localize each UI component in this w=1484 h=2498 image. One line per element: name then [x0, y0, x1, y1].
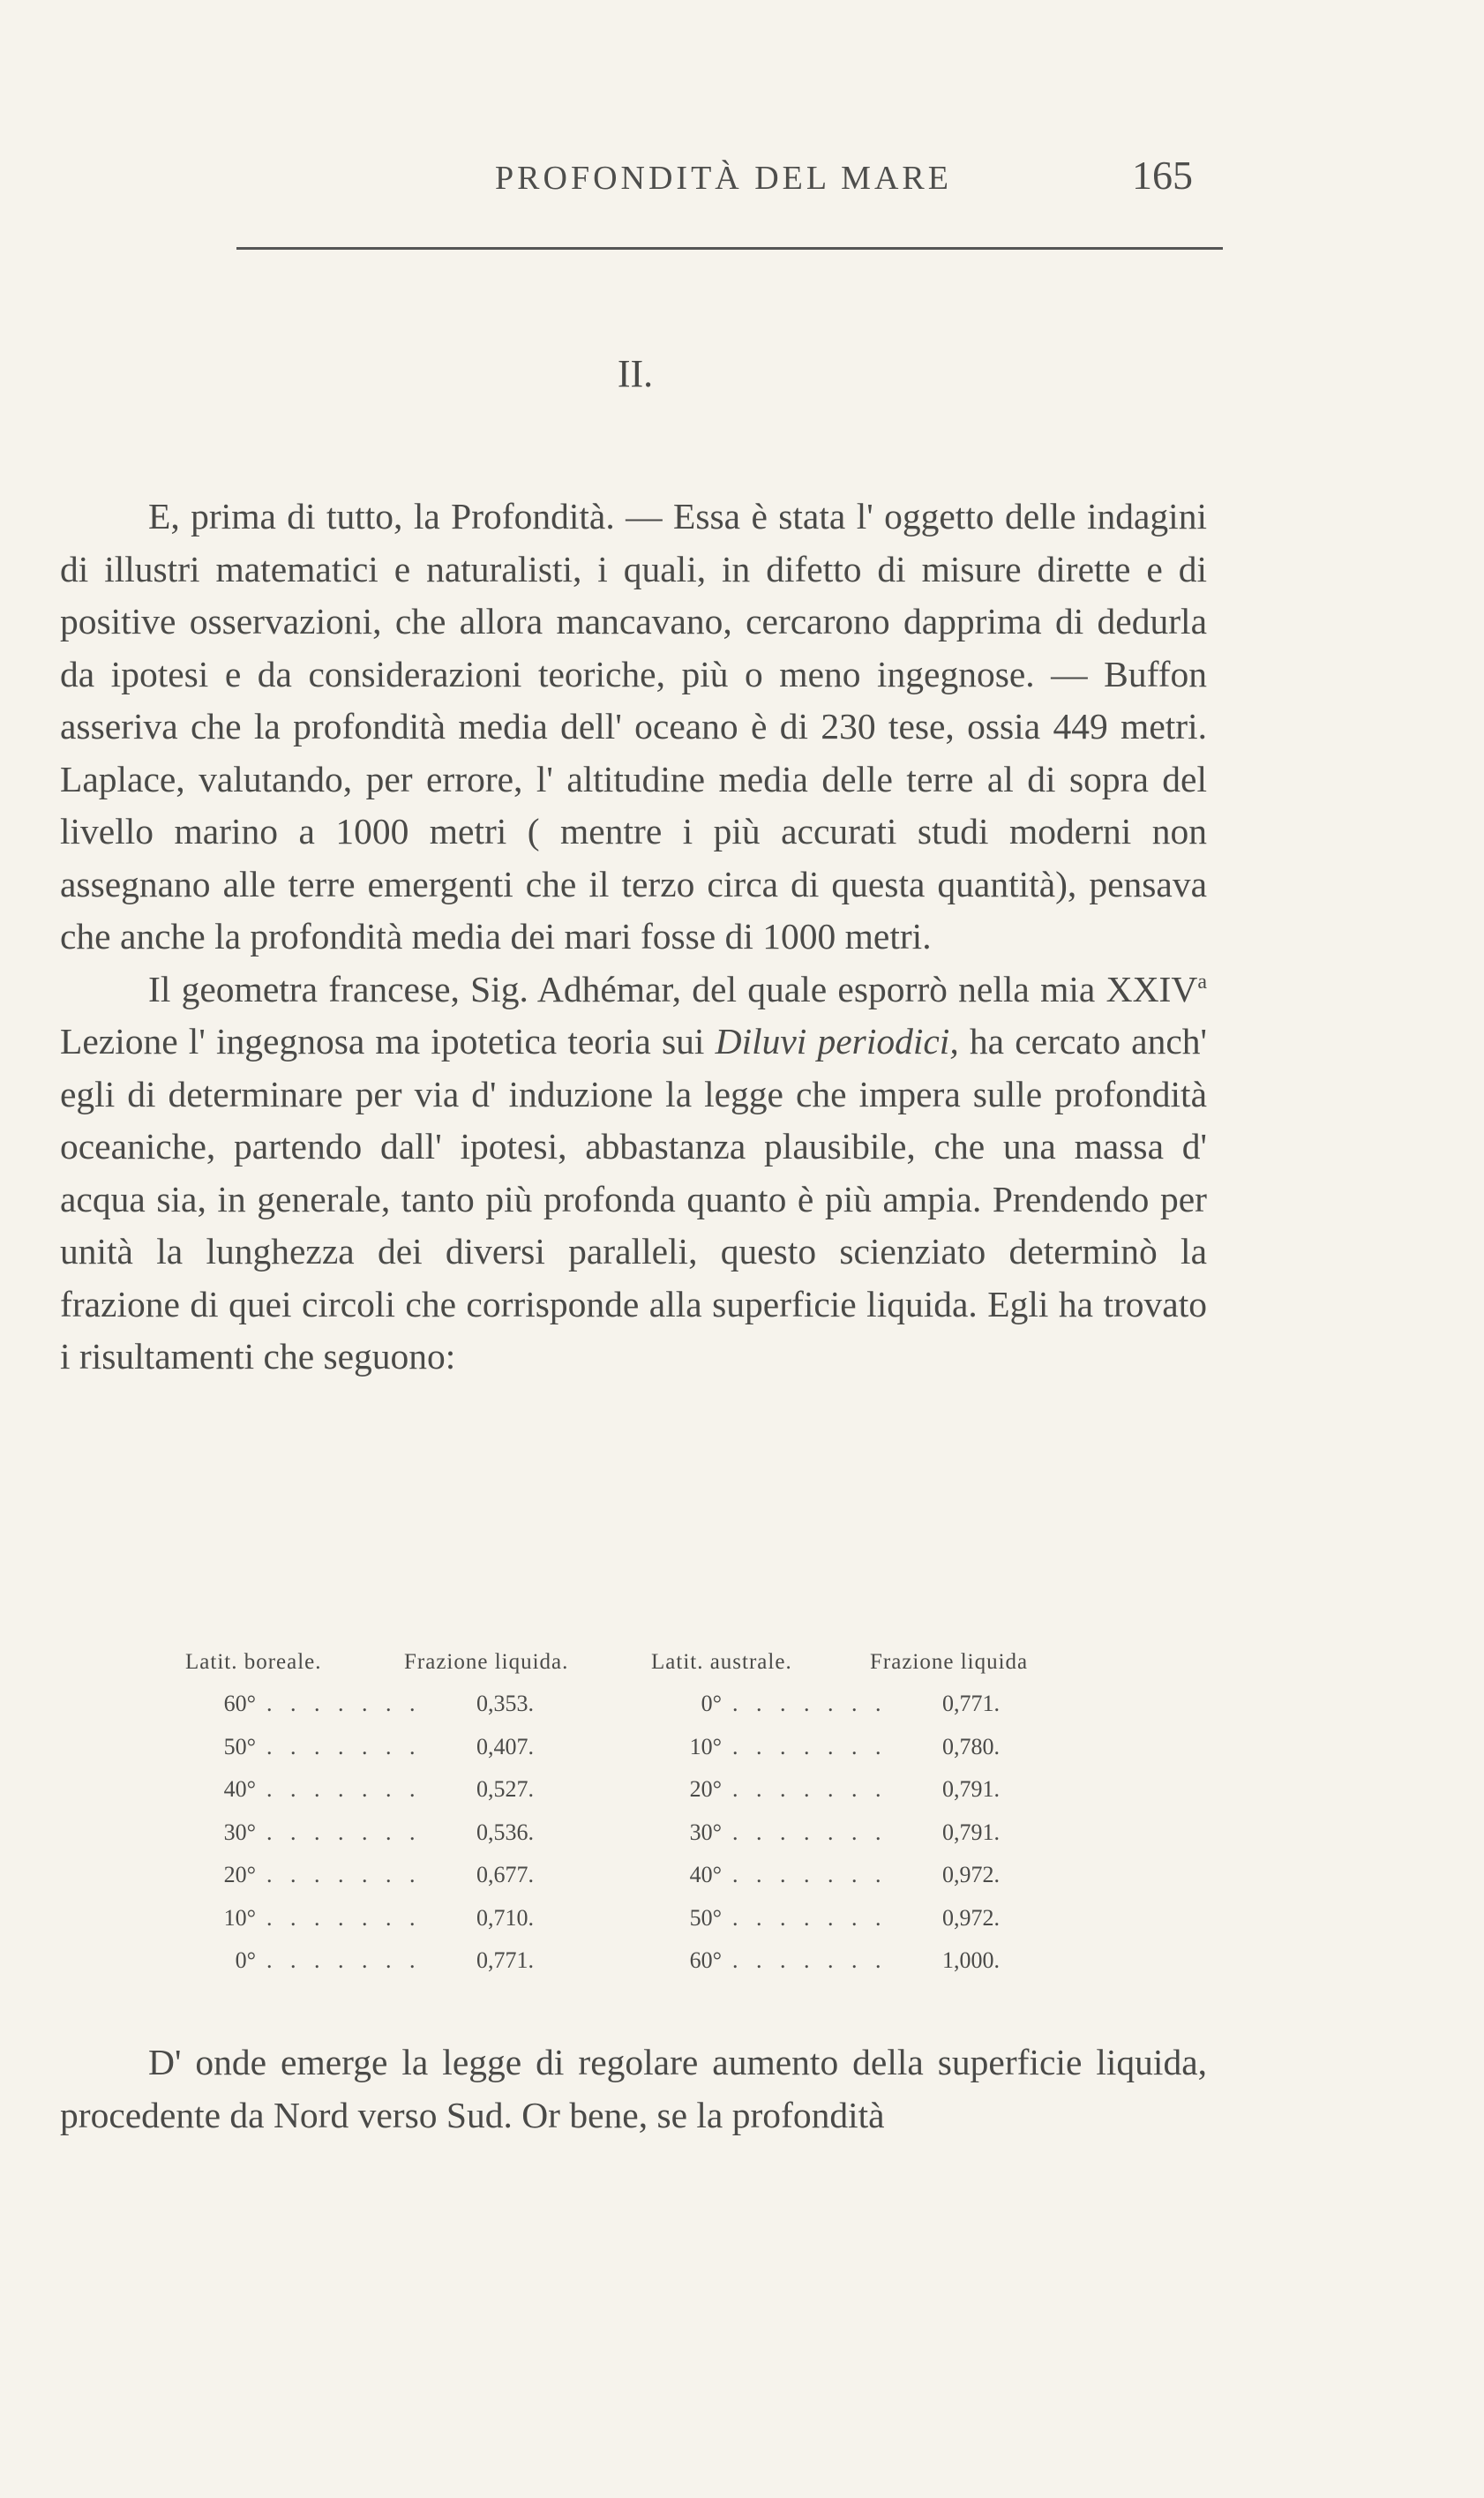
latitude-value: 30°: [223, 1819, 256, 1845]
leader-dots: . . . . . . .: [732, 1862, 888, 1887]
leader-dots: . . . . . . .: [732, 1691, 888, 1716]
fraction-value: 0,536.: [476, 1819, 534, 1845]
leader-dots: . . . . . . .: [266, 1733, 422, 1759]
italic-title: Diluvi periodici,: [715, 1021, 959, 1061]
latitude-value: 60°: [223, 1691, 256, 1716]
table-header: [185, 1650, 609, 1691]
leader-dots: . . . . . . .: [732, 1904, 888, 1931]
leader-dots: . . . . . . .: [266, 1904, 422, 1931]
latitude-value: 20°: [689, 1776, 722, 1802]
fraction-value: 0,677.: [476, 1862, 534, 1887]
leader-dots: . . . . . . .: [266, 1691, 422, 1716]
latitude-value: 0°: [235, 1947, 256, 1973]
section-number: II.: [617, 352, 654, 395]
paragraph-2-part-c: ha cercato anch' egli di determinare per via d' induzione la legge che impera sulle profondità oceaniche, partendo dall' ipotesi, abbastanza plausibile, che una massa d' acqua sia, in generale, tanto più profonda quanto è più ampia. Prendendo per unità la lunghezza dei diversi paralleli, questo scienziato determinò la frazione di quei circoli che corrisponde alla superficie liquida. Egli ha trovato i risultamenti che seguono:: [60, 1021, 1207, 1377]
table-row: [651, 1819, 1083, 1863]
fraction-value: 0,710.: [476, 1904, 534, 1931]
running-title: PROFONDITÀ DEL MARE: [495, 160, 952, 197]
fraction-value: 0,407.: [476, 1733, 534, 1759]
table-row: [185, 1947, 609, 1991]
paragraph-2-part-a: Il geometra francese, Sig. Adhémar, del quale esporrò nella mia XXIV: [148, 968, 1198, 1009]
leader-dots: . . . . . . .: [266, 1819, 422, 1845]
leader-dots: . . . . . . .: [266, 1947, 422, 1973]
fraction-value: 0,780.: [942, 1733, 1000, 1759]
header-rule: [236, 247, 1223, 250]
column-header-latitude: Latit. australe.: [651, 1650, 792, 1674]
table-row: [651, 1776, 1083, 1819]
table-row: [185, 1776, 609, 1819]
latitude-value: 10°: [223, 1904, 256, 1931]
latitude-value: 0°: [701, 1691, 722, 1716]
leader-dots: . . . . . . .: [266, 1776, 422, 1802]
latitude-value: 50°: [689, 1904, 722, 1931]
leader-dots: . . . . . . .: [732, 1776, 888, 1802]
table-row: [185, 1905, 609, 1948]
table-row: [651, 1691, 1083, 1734]
column-header-latitude: Latit. boreale.: [185, 1650, 322, 1674]
table-header: [651, 1650, 1083, 1691]
latitude-value: 30°: [689, 1819, 722, 1845]
paragraph-2-part-b: Lezione l' ingegnosa ma ipotetica teoria sui: [60, 1021, 716, 1061]
latitude-value: 10°: [689, 1733, 722, 1759]
page-number: 165: [1132, 153, 1193, 198]
paragraph-1: E, prima di tutto, la Profondità. — Essa è stata l' oggetto delle indagini di illustri matematici e naturalisti, i quali, in difetto di misure dirette e di positive osservazioni, che allora mancavano, cercarono dapprima di dedurla da ipotesi e da considerazioni teoriche, più o meno ingegnose. — Buffon asseriva che la profondità media dell' oceano è di 230 tese, ossia 449 metri. Laplace, valutando, per errore, l' altitudine media delle terre al di sopra del livello marino a 1000 metri ( mentre i più accurati studi moderni non assegnano alle terre emergenti che il terzo circa di questa quantità), pensava che anche la profondità media dei mari fosse di 1000 metri.: [60, 496, 1207, 956]
fraction-value: 0,791.: [942, 1776, 1000, 1802]
column-header-fraction: Frazione liquida: [870, 1650, 1029, 1674]
leader-dots: . . . . . . .: [732, 1819, 888, 1845]
paragraph-3: D' onde emerge la legge di regolare aumento della superficie liquida, procedente da Nord verso Sud. Or bene, se la profondità: [60, 2042, 1207, 2135]
fraction-value: 0,771.: [476, 1947, 534, 1973]
table-row: [185, 1734, 609, 1777]
table-row: [185, 1862, 609, 1905]
latitude-value: 60°: [689, 1947, 722, 1973]
column-header-fraction: Frazione liquida.: [404, 1650, 569, 1674]
leader-dots: . . . . . . .: [732, 1733, 888, 1759]
table-row: [185, 1691, 609, 1734]
table-row: [185, 1819, 609, 1863]
fraction-value: 0,791.: [942, 1819, 1000, 1845]
table-southern-latitudes: [651, 1650, 1083, 1991]
superscript: a: [1197, 970, 1207, 994]
fraction-value: 0,771.: [942, 1691, 1000, 1716]
latitude-value: 50°: [223, 1733, 256, 1759]
latitude-value: 20°: [223, 1862, 256, 1887]
closing-text: [60, 2037, 1207, 2142]
leader-dots: . . . . . . .: [266, 1862, 422, 1887]
paragraph-2: [60, 964, 1207, 1384]
table-row: [651, 1905, 1083, 1948]
fraction-value: 0,527.: [476, 1776, 534, 1802]
leader-dots: . . . . . . .: [732, 1947, 888, 1973]
table-row: [651, 1947, 1083, 1991]
latitude-value: 40°: [689, 1862, 722, 1887]
fraction-value: 1,000.: [942, 1947, 1000, 1973]
latitude-value: 40°: [223, 1776, 256, 1802]
table-row: [651, 1862, 1083, 1905]
fraction-value: 0,353.: [476, 1691, 534, 1716]
table-row: [651, 1734, 1083, 1777]
fraction-value: 0,972.: [942, 1904, 1000, 1931]
fraction-value: 0,972.: [942, 1862, 1000, 1887]
table-northern-latitudes: [185, 1650, 609, 1991]
main-text: [60, 491, 1207, 1384]
